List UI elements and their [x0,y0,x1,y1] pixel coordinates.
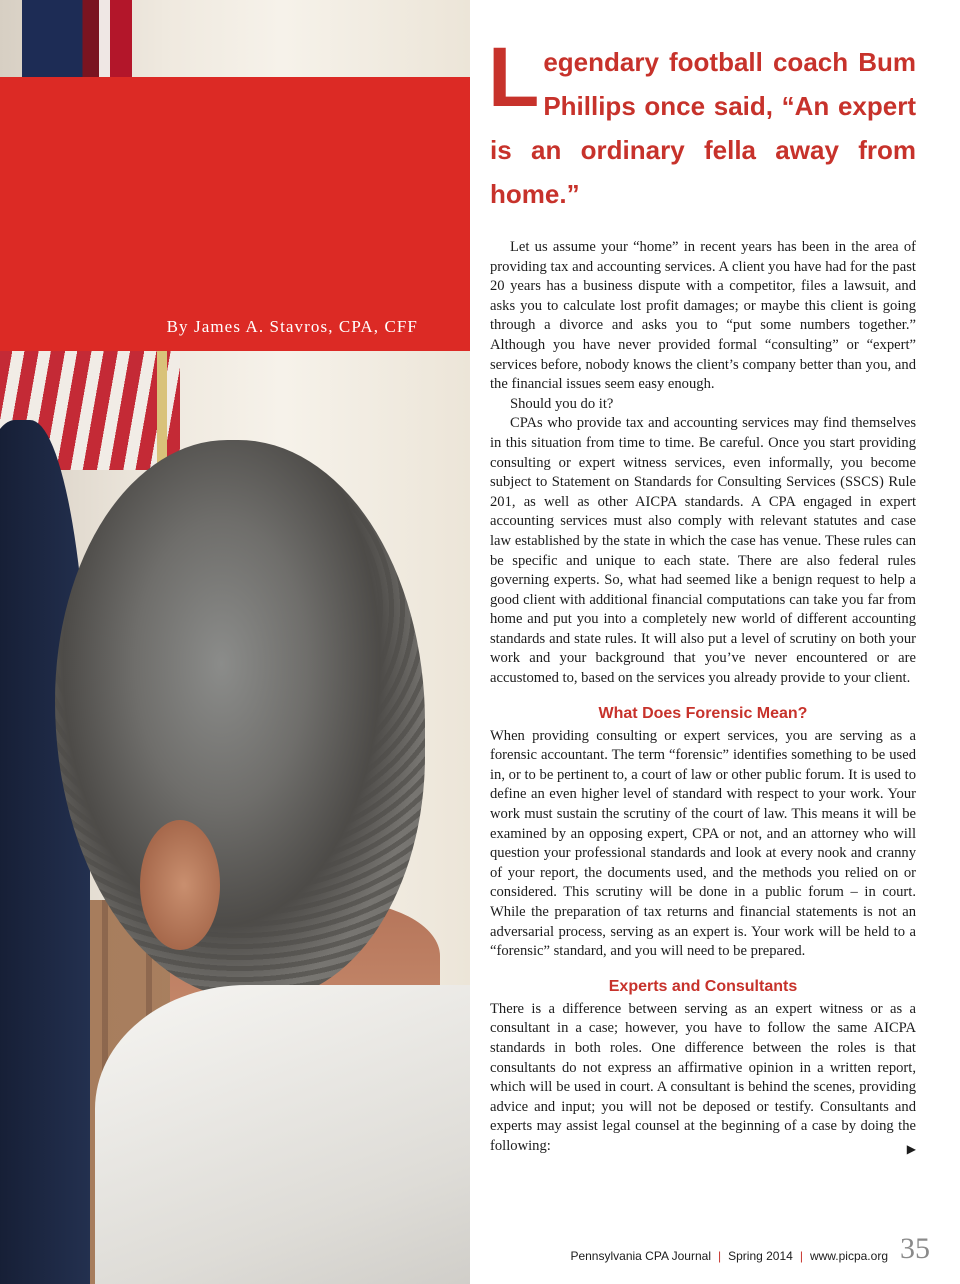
footer-issue: Spring 2014 [728,1249,793,1263]
section-paragraph: When providing consulting or expert services, you are serving as a forensic accountant. The term “forensic” identifies something to be used in, or to be pertinent to, a court of law or other public forum. It is used to define an even higher level of standard with respect to your work. Your work must sustain the scrutiny of the court of law. This means it will be examined by an opposing expert, CPA or not, and an attorney who will question your professional standards and look at every nook and cranny of your report, the documents used, and the methods you relied on or considered. This scrutiny will be done in a public forum – in court. While the preparation of tax returns and financial statements is not an adversarial process, serving as an expert is. Your work will be held to a “forensic” standard, and you will need to be prepared. [490,727,916,960]
body-paragraph: Let us assume your “home” in recent years has been in the area of providing tax and accounting services. A client you have had for the past 20 years has a business dispute with a competitor, files a lawsuit, and asks you to calculate lost profit damages; or maybe this client is going through a divorce and asks you to “put some numbers together.” Although you have never provided formal “consulting” or “expert” services before, nobody knows the client’s company better than you, and the financial issues seem easy enough. [490,239,916,393]
lede-quote [488,30,916,216]
section-heading: What Does Forensic Mean? [598,704,808,722]
photo-dark-suit [0,420,90,1284]
body-paragraph: CPAs who provide tax and accounting services may find themselves in this situation from time to time. Be careful. Once you start providing consulting or expert witness services, even informally, you become subject to Statement on Standards for Consulting Services (SSCS) Rule 201, as well as other AICPA standards. A CPA engaged in expert accounting services must also comply with relevant statutes and case law established by the state in which the case has venue. These rules can be specific and unique to each state. There are also federal rules governing experts. So, what had seemed like a benign request to help a good client with additional financial computations can take you far from home and put you into a completely new world of different accounting standards and state rules. It will also put a level of scrutiny on both your work and your background that you’ve never encountered or are accustomed to, based on the services you already provide to your client. [490,415,916,687]
photo-white-shirt [95,985,470,1284]
drop-cap: L [488,30,540,124]
page-footer [570,1234,930,1264]
section-paragraph [490,1000,916,1157]
byline: By James A. Stavros, CPA, CFF [166,317,418,336]
article-column [488,30,916,1160]
page-number: 35 [900,1232,930,1265]
lede-text: egendary football coach Bum Phillips once said, “An expert is an ordinary fella away from home.” [490,47,916,209]
footer-website: www.picpa.org [809,1249,888,1263]
footer-separator: | [717,1249,722,1263]
photo-man-ear [140,820,220,950]
body-paragraph: Should you do it? [510,395,614,412]
section-paragraph-text: There is a difference between serving as an expert witness or as a consultant in a case; however, you have to follow the same AICPA standards in both roles. One difference between the roles is that consultants do not express an affirmative opinion in a written report, which will be used in court. A consultant is behind the scenes, providing advice and input; you will not be deposed or testify. Consultants and experts may assist legal counsel at the beginning of a case by doing the following: [490,1000,916,1154]
footer-publication: Pennsylvania CPA Journal [570,1249,711,1263]
continue-arrow-icon: ▶ [906,1141,916,1156]
title-banner [0,77,470,351]
footer-separator: | [799,1249,803,1263]
section-heading: Experts and Consultants [608,977,798,995]
